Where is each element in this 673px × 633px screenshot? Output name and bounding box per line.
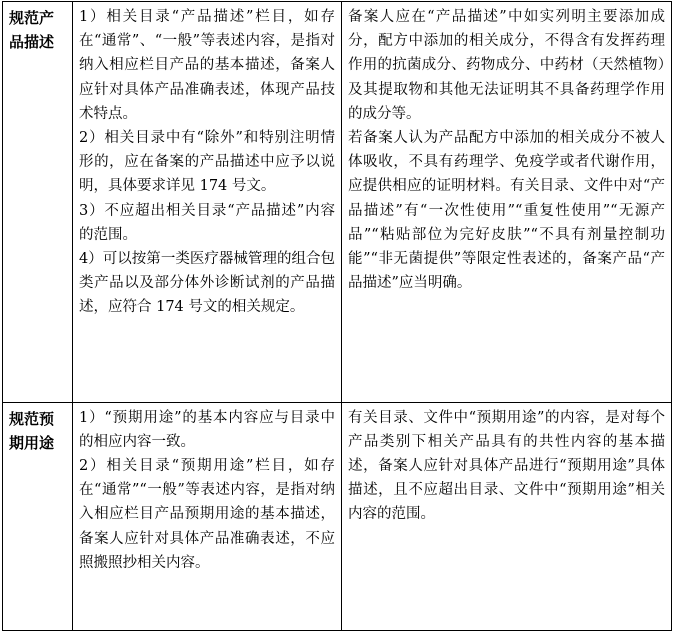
paragraph: 备案人应在“产品描述”中如实列明主要添加成分，配方中添加的相关成分，不得含有发挥药理作用的抗菌成分、药物成分、中药材（天然植物）及其提取物和其他无法证明其不具备药理学作用的成分等。 [348,9,665,122]
list-item: 1）“预期用途”的基本内容应与目录中的相应内容一致。 [79,409,335,450]
row-heading-product-description: 规范产品描述 [3,2,73,403]
notes-cell [342,2,672,403]
list-item: 2）相关目录中有“除外”和特别注明情形的，应在备案的产品描述中应予以说明，具体要求详见 174 号文。 [79,130,335,195]
paragraph: 有关目录、文件中“预期用途”的内容，是对每个产品类别下相关产品具有的共性内容的基本描述，备案人应针对具体产品进行“预期用途”具体描述，且不应超出目录、文件中“预期用途”相关内容的范围。 [348,409,665,523]
notes-cell [342,402,672,630]
paragraph: 若备案人认为产品配方中添加的相关成分不被人体吸收，不具有药理学、免疫学或者代谢作用，应提供相应的证明材料。有关目录、文件中对“产品描述”有“一次性使用”“重复性使用”“无源产品”“粘贴部位为完好皮肤”“不具有剂量控制功能”“非无菌提供”等限定性表述的，备案产品“产品描述”应当明确。 [348,130,665,292]
list-item: 4）可以按第一类医疗器械管理的组合包类产品以及部分体外诊断试剂的产品描述，应符合 174 号文的相关规定。 [79,251,335,316]
list-item: 2）相关目录“预期用途”栏目，如存在“通常”“一般”等表述内容，是指对纳入相应栏目产品预期用途的基本描述，备案人应针对具体产品准确表述，不应照搬照抄相关内容。 [79,458,335,571]
table-row [3,402,672,630]
row-heading-intended-use: 规范预期用途 [3,402,73,630]
guidance-table [2,1,672,631]
requirements-cell [73,2,342,403]
list-item: 3）不应超出相关目录“产品描述”内容的范围。 [79,202,335,243]
table-row [3,2,672,403]
list-item: 1）相关目录“产品描述”栏目，如存在“通常”、“一般”等表述内容，是指对纳入相应栏目产品的基本描述，备案人应针对具体产品准确表述，体现产品技术特点。 [79,9,335,122]
requirements-cell [73,402,342,630]
